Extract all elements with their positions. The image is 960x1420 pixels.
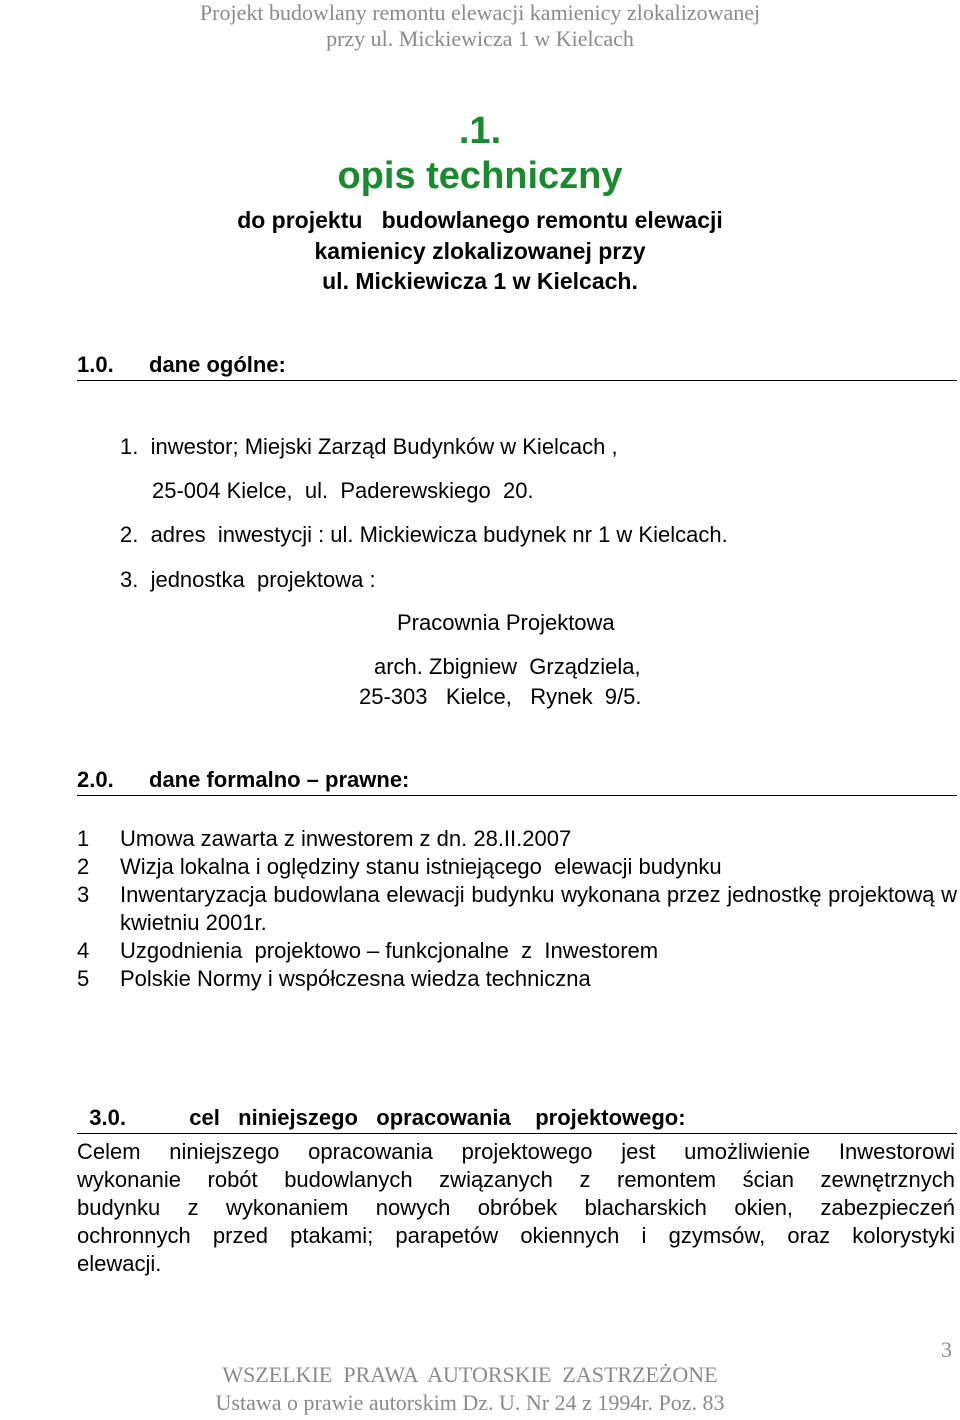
design-unit-label: 3. jednostka projektowa : [120,567,376,592]
footer-copyright-line-2: Ustawa o prawie autorskim Dz. U. Nr 24 z 1994r. Poz. 83 [215,1390,725,1415]
page-number: 3 [941,1337,952,1362]
section-number: 3.0. [89,1105,126,1130]
footer-copyright-line-1: WSZELKIE PRAWA AUTORSKIE ZASTRZEŻONE [222,1362,718,1387]
section-number: 1.0. [77,352,114,377]
chapter-subtitle-line-2: kamienicy zlokalizowanej przy [314,238,646,264]
paragraph-line: Celem niniejszego opracowania projektowego jest umożliwienie Inwestorowi [77,1139,955,1164]
section-number: 2.0. [77,767,114,792]
paragraph-line: ochronnych przed ptakami; parapetów okiennych i gzymsów, oraz kolorystyki [77,1223,955,1248]
list-item: 3 Inwentaryzacja budowlana elewacji budynku wykonana przez jednostkę projektową w kwietniu 2001r. [77,882,957,935]
investor-line-2: 25-004 Kielce, ul. Paderewskiego 20. [152,478,534,503]
purpose-paragraph [77,1138,955,1278]
investment-address: 2. adres inwestycji : ul. Mickiewicza budynek nr 1 w Kielcach. [120,522,728,547]
section-title: cel niniejszego opracowania projektowego: [189,1105,686,1130]
design-office-name: Pracownia Projektowa [397,610,615,635]
paragraph-line: elewacji. [77,1251,162,1276]
design-office-address: 25-303 Kielce, Rynek 9/5. [359,684,642,709]
chapter-subtitle-line-3: ul. Mickiewicza 1 w Kielcach. [322,268,638,294]
section-title: dane ogólne: [149,352,286,377]
chapter-number: .1. [458,110,502,152]
chapter-subtitle-line-1: do projektu budowlanego remontu elewacji [237,207,723,233]
design-office-architect: arch. Zbigniew Grządziela, [374,654,641,679]
investor-line-1: 1. inwestor; Miejski Zarząd Budynków w Kielcach , [120,434,618,459]
list-item: 4 Uzgodnienia projektowo – funkcjonalne z Inwestorem [77,938,659,963]
paragraph-line: wykonanie robót budowlanych związanych z remontem ścian zewnętrznych [77,1167,955,1192]
list-item: 1 Umowa zawarta z inwestorem z dn. 28.II.2007 [77,826,572,851]
section-heading-general-data [77,352,957,381]
chapter-title: opis techniczny [337,155,623,197]
section-title: dane formalno – prawne: [149,767,410,792]
running-header-line-2: przy ul. Mickiewicza 1 w Kielcach [326,26,634,51]
paragraph-line: budynku z wykonaniem nowych obróbek blacharskich okien, zabezpieczeń [77,1195,955,1220]
section-heading-formal-legal [77,767,957,796]
list-item: 5 Polskie Normy i współczesna wiedza techniczna [77,966,591,991]
section-heading-purpose [77,1079,957,1134]
formal-legal-list [77,825,957,993]
running-header-line-1: Projekt budowlany remontu elewacji kamienicy zlokalizowanej [199,0,761,25]
list-item: 2 Wizja lokalna i oględziny stanu istniejącego elewacji budynku [77,854,722,879]
